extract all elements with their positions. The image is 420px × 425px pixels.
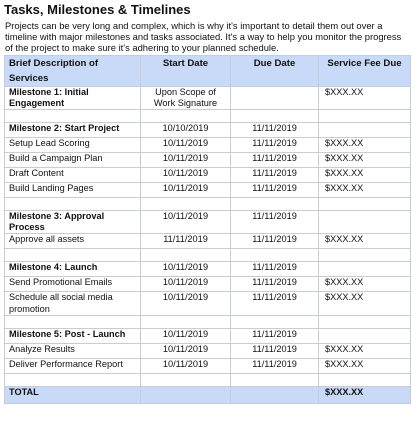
total-label: TOTAL	[5, 386, 141, 403]
table-body	[5, 86, 411, 386]
row-due-date: 11/11/2019	[231, 277, 319, 292]
row-start-date	[141, 198, 231, 211]
row-start-date: 11/11/2019	[141, 234, 231, 249]
row-due-date: 11/11/2019	[231, 138, 319, 153]
row-due-date	[231, 373, 319, 386]
row-service-fee	[319, 211, 411, 234]
task-row	[5, 277, 411, 292]
row-service-fee: $XXX.XX	[319, 277, 411, 292]
section-title: Tasks, Milestones & Timelines	[4, 2, 191, 17]
total-row	[5, 386, 411, 403]
spacer-row	[5, 373, 411, 386]
row-service-fee	[319, 249, 411, 262]
row-service-fee: $XXX.XX	[319, 358, 411, 373]
row-description: Analyze Results	[5, 343, 141, 358]
spacer-row	[5, 110, 411, 123]
row-description: Deliver Performance Report	[5, 358, 141, 373]
row-due-date: 11/11/2019	[231, 123, 319, 138]
row-due-date: 11/11/2019	[231, 358, 319, 373]
row-description: Schedule all social media promotion	[5, 292, 141, 315]
total-empty-cell	[141, 386, 231, 403]
document-page	[4, 2, 410, 404]
milestone-row	[5, 123, 411, 138]
row-service-fee	[319, 328, 411, 343]
row-start-date: 10/11/2019	[141, 183, 231, 198]
row-description: Milestone 5: Post - Launch	[5, 328, 141, 343]
row-description: Setup Lead Scoring	[5, 138, 141, 153]
row-due-date: 11/11/2019	[231, 168, 319, 183]
milestone-row	[5, 86, 411, 109]
row-due-date: 11/11/2019	[231, 153, 319, 168]
row-start-date: 10/11/2019	[141, 292, 231, 315]
row-description	[5, 198, 141, 211]
row-start-date: 10/11/2019	[141, 168, 231, 183]
row-service-fee: $XXX.XX	[319, 153, 411, 168]
row-due-date	[231, 315, 319, 328]
row-service-fee	[319, 262, 411, 277]
intro-paragraph: Projects can be very long and complex, which is why it's important to detail them out over a timeline with major milestones and tasks associated. It's a way to help you monitor the progress of the project to make sure it's adhering to your planned schedule.	[5, 20, 402, 54]
row-start-date	[141, 110, 231, 123]
row-description: Approve all assets	[5, 234, 141, 249]
row-service-fee	[319, 110, 411, 123]
row-due-date: 11/11/2019	[231, 292, 319, 315]
row-due-date	[231, 198, 319, 211]
row-start-date: 10/11/2019	[141, 262, 231, 277]
row-start-date: 10/11/2019	[141, 153, 231, 168]
row-description: Milestone 4: Launch	[5, 262, 141, 277]
row-description	[5, 249, 141, 262]
row-service-fee: $XXX.XX	[319, 292, 411, 315]
header-service-fee: Service Fee Due	[319, 55, 411, 86]
milestone-row	[5, 262, 411, 277]
row-due-date	[231, 110, 319, 123]
task-row	[5, 234, 411, 249]
row-due-date	[231, 86, 319, 109]
spacer-row	[5, 249, 411, 262]
row-service-fee	[319, 198, 411, 211]
row-due-date: 11/11/2019	[231, 262, 319, 277]
task-row	[5, 343, 411, 358]
task-row	[5, 292, 411, 315]
total-empty-cell	[231, 386, 319, 403]
row-description: Milestone 3: Approval Process	[5, 211, 141, 234]
header-description: Brief Description of Services	[5, 55, 141, 86]
total-fee: $XXX.XX	[319, 386, 411, 403]
row-service-fee	[319, 123, 411, 138]
task-row	[5, 153, 411, 168]
row-start-date: 10/11/2019	[141, 277, 231, 292]
row-description: Draft Content	[5, 168, 141, 183]
row-start-date: 10/11/2019	[141, 211, 231, 234]
row-due-date: 11/11/2019	[231, 183, 319, 198]
row-service-fee	[319, 373, 411, 386]
header-start-date: Start Date	[141, 55, 231, 86]
row-description	[5, 315, 141, 328]
row-service-fee: $XXX.XX	[319, 343, 411, 358]
row-due-date: 11/11/2019	[231, 343, 319, 358]
spacer-row	[5, 315, 411, 328]
row-start-date: 10/10/2019	[141, 123, 231, 138]
row-description: Build Landing Pages	[5, 183, 141, 198]
row-service-fee: $XXX.XX	[319, 168, 411, 183]
row-start-date: 10/11/2019	[141, 358, 231, 373]
row-description: Milestone 1: Initial Engagement	[5, 86, 141, 109]
row-start-date: 10/11/2019	[141, 343, 231, 358]
row-service-fee: $XXX.XX	[319, 138, 411, 153]
row-description	[5, 373, 141, 386]
row-service-fee: $XXX.XX	[319, 86, 411, 109]
row-start-date: 10/11/2019	[141, 138, 231, 153]
task-row	[5, 138, 411, 153]
row-start-date	[141, 249, 231, 262]
spacer-row	[5, 198, 411, 211]
row-start-date	[141, 315, 231, 328]
task-row	[5, 168, 411, 183]
milestone-row	[5, 211, 411, 234]
row-description: Send Promotional Emails	[5, 277, 141, 292]
row-service-fee: $XXX.XX	[319, 234, 411, 249]
table-header-row	[5, 55, 411, 86]
row-due-date	[231, 249, 319, 262]
row-due-date: 11/11/2019	[231, 328, 319, 343]
row-start-date: 10/11/2019	[141, 328, 231, 343]
header-due-date: Due Date	[231, 55, 319, 86]
task-row	[5, 358, 411, 373]
row-start-date: Upon Scope of Work Signature	[141, 86, 231, 109]
row-service-fee	[319, 315, 411, 328]
row-due-date: 11/11/2019	[231, 234, 319, 249]
row-service-fee: $XXX.XX	[319, 183, 411, 198]
row-start-date	[141, 373, 231, 386]
row-description: Milestone 2: Start Project	[5, 123, 141, 138]
milestone-row	[5, 328, 411, 343]
row-description	[5, 110, 141, 123]
row-description: Build a Campaign Plan	[5, 153, 141, 168]
services-table	[4, 55, 411, 404]
task-row	[5, 183, 411, 198]
row-due-date: 11/11/2019	[231, 211, 319, 234]
